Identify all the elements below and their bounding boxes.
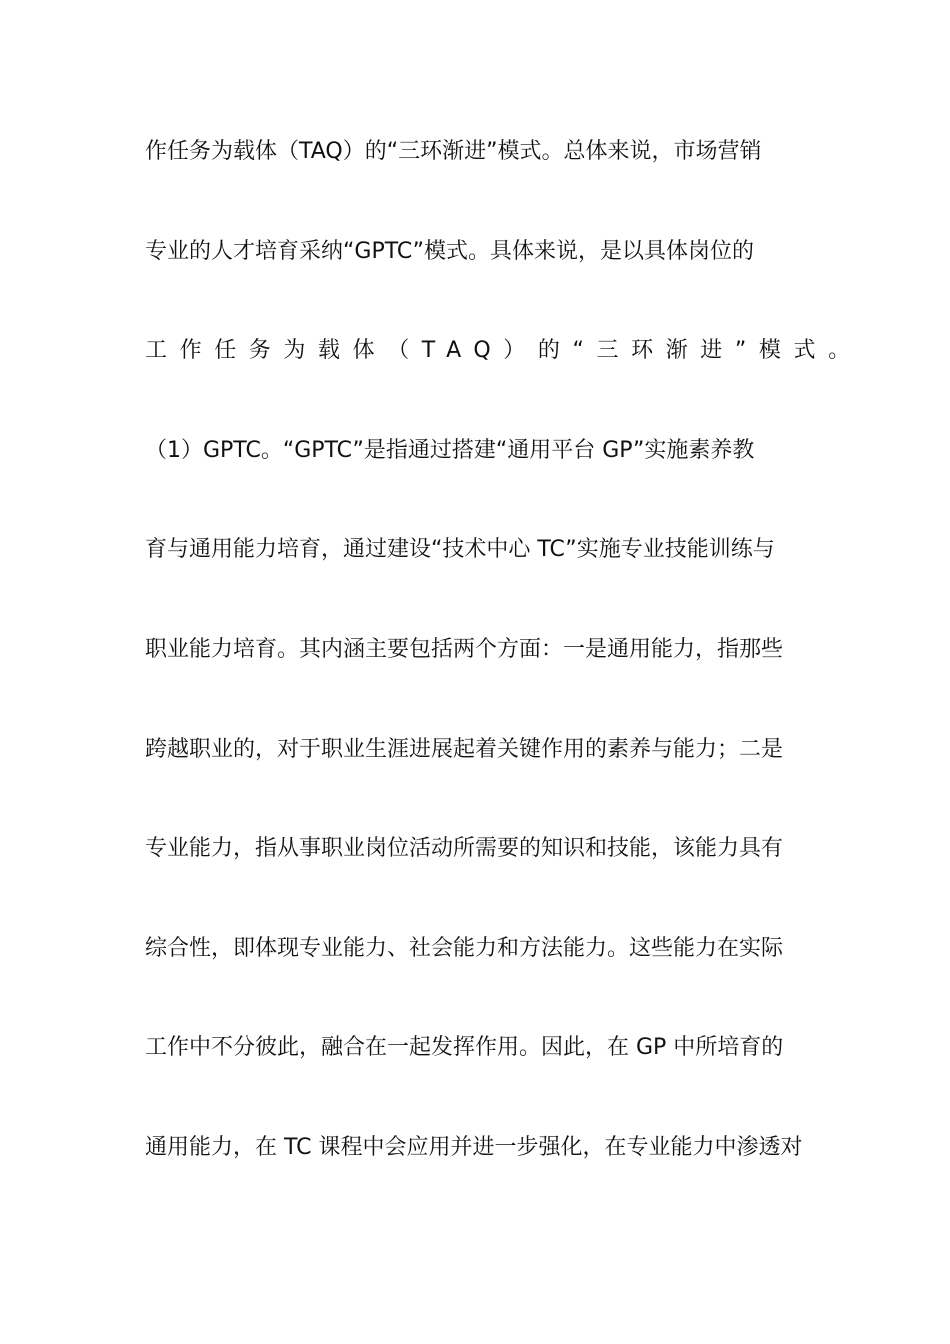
text-line-1: 作任务为载体（TAQ）的“三环渐进”模式。总体来说，市场营销 — [145, 139, 762, 164]
text-line-4: （1）GPTC。“GPTC”是指通过搭建“通用平台 GP”实施素养教 — [145, 437, 755, 463]
text-line-8: 专业能力，指从事职业岗位活动所需要的知识和技能，该能力具有 — [145, 836, 784, 862]
body-text — [145, 128, 863, 1224]
text-line-3: 工作任务为载体（TAQ）的“三环渐进”模式。 — [145, 338, 863, 364]
text-line-5: 育与通用能力培育，通过建设“技术中心 TC”实施专业技能训练与 — [145, 537, 775, 563]
text-line-2: 专业的人才培育采纳“GPTC”模式。具体来说，是以具体岗位的 — [145, 238, 755, 264]
text-line-9: 综合性，即体现专业能力、社会能力和方法能力。这些能力在实际 — [145, 935, 784, 961]
text-line-7: 跨越职业的，对于职业生涯进展起着关键作用的素养与能力；二是 — [145, 736, 784, 762]
text-line-11: 通用能力，在 TC 课程中会应用并进一步强化，在专业能力中渗透对 — [145, 1134, 803, 1160]
text-line-10: 工作中不分彼此，融合在一起发挥作用。因此，在 GP 中所培育的 — [145, 1035, 784, 1061]
text-line-6: 职业能力培育。其内涵主要包括两个方面：一是通用能力，指那些 — [145, 636, 784, 662]
